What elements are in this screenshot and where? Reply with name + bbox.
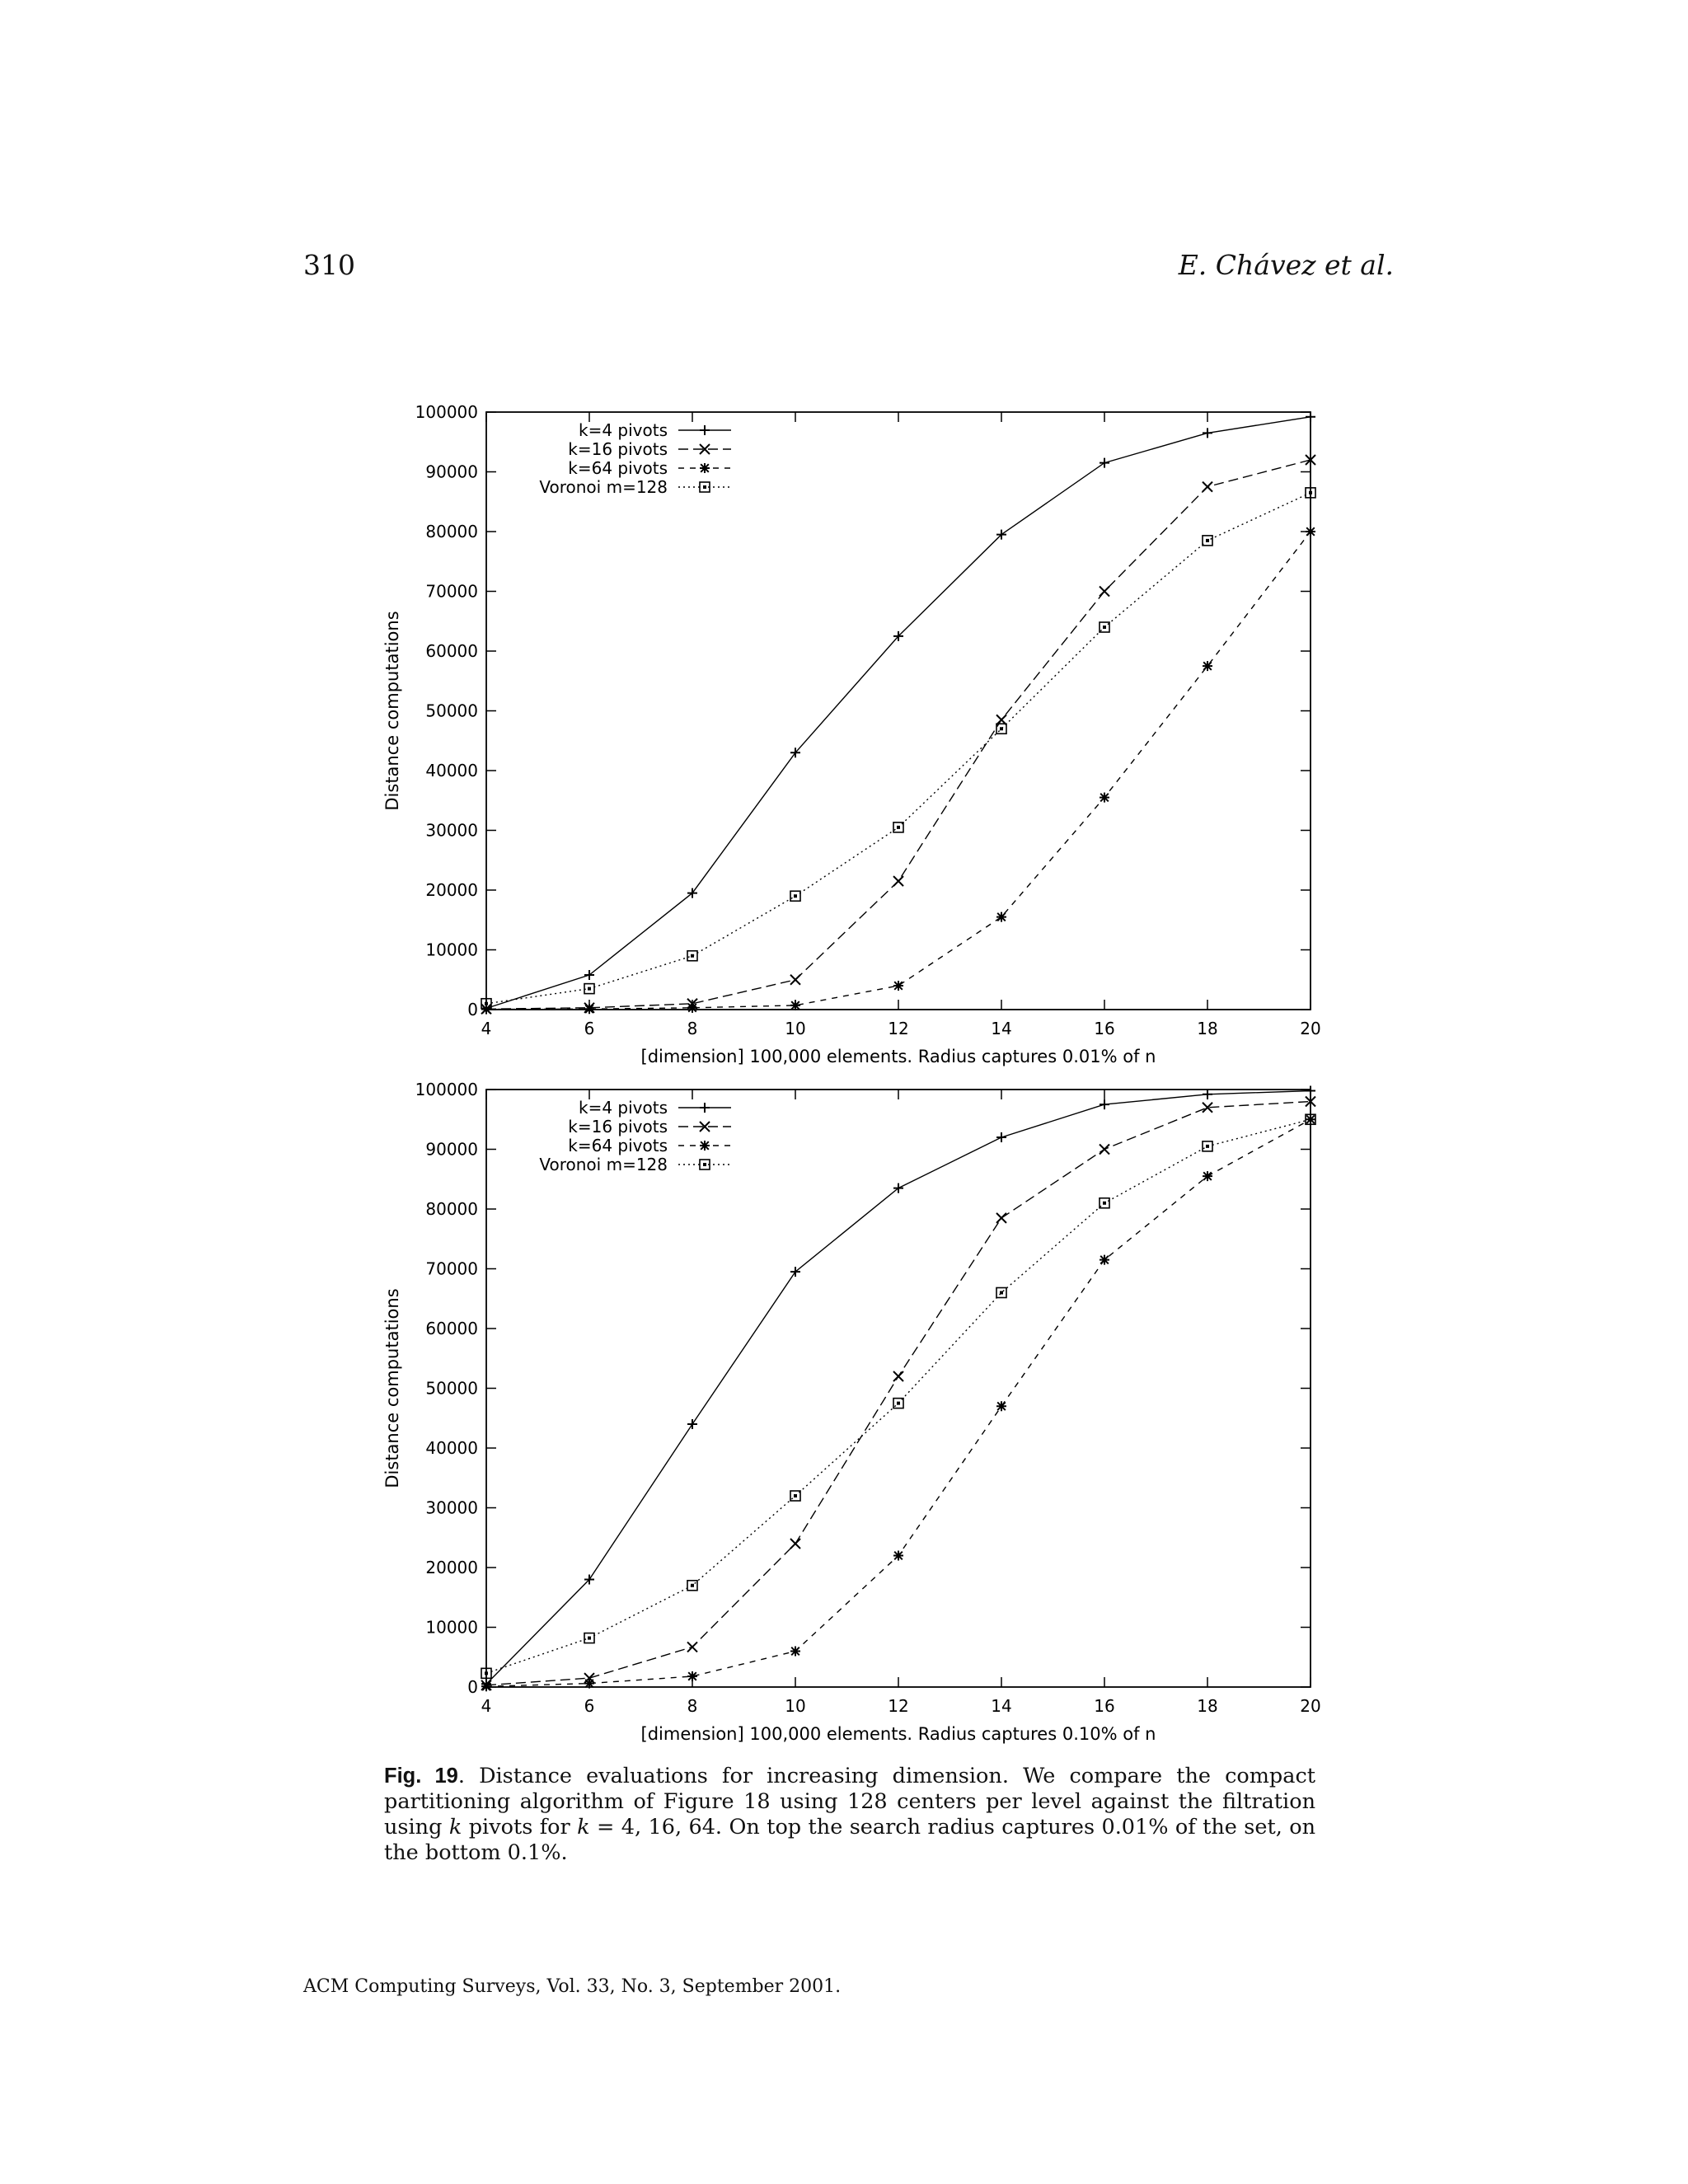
- top-series-voronoi-line: [486, 493, 1311, 1004]
- bottom-series-k64-point-3: [790, 1647, 800, 1657]
- bottom-series-k4-point-6: [1100, 1099, 1109, 1109]
- top-series-k4-line: [486, 417, 1311, 1009]
- top-series-k4-point-7: [1203, 428, 1212, 438]
- top-y-tick-label-8: 80000: [425, 522, 478, 541]
- top-series-k64-point-1: [584, 1004, 594, 1014]
- bottom-series-k4-line: [486, 1091, 1311, 1685]
- bottom-y-tick-label-3: 30000: [425, 1497, 478, 1518]
- top-series-k16-point-3: [790, 975, 800, 985]
- bottom-legend-label-k64: k=64 pivots: [568, 1136, 668, 1155]
- bottom-legend-marker-k4: [700, 1103, 710, 1113]
- top-y-tick-label-6: 60000: [425, 641, 478, 661]
- bottom-y-tick-label-6: 60000: [425, 1319, 478, 1338]
- bottom-legend-label-k16: k=16 pivots: [568, 1117, 668, 1137]
- top-legend-marker-k64: [700, 463, 710, 473]
- bottom-x-tick-label-2: 8: [687, 1696, 698, 1716]
- bottom-series-voronoi-point-6-dot: [1103, 1202, 1106, 1205]
- top-series-voronoi-point-7-dot: [1206, 539, 1209, 542]
- bottom-legend-marker-k64: [700, 1141, 710, 1151]
- top-plot-frame: [486, 412, 1311, 1010]
- top-series-voronoi-point-6-dot: [1103, 626, 1106, 629]
- top-series-k64-point-0: [481, 1005, 491, 1015]
- top-x-tick-label-8: 20: [1300, 1019, 1321, 1038]
- top-legend-label-voronoi: Voronoi m=128: [539, 477, 668, 497]
- bottom-legend-label-k4: k=4 pivots: [578, 1098, 668, 1118]
- top-y-tick-label-7: 70000: [425, 581, 478, 602]
- top-y-tick-label-3: 30000: [425, 820, 478, 841]
- bottom-series-k16-point-4: [893, 1371, 903, 1381]
- bottom-series-k4-point-8: [1306, 1085, 1315, 1095]
- bottom-series-k4-point-2: [687, 1419, 697, 1429]
- top-y-tick-label-1: 10000: [425, 940, 478, 960]
- top-series-k4-point-8: [1306, 412, 1315, 422]
- top-y-tick-label-10: 100000: [415, 402, 478, 422]
- bottom-legend-marker-voronoi-dot: [703, 1163, 706, 1166]
- bottom-series-k16-point-3: [790, 1539, 800, 1549]
- bottom-x-tick-label-7: 18: [1197, 1696, 1218, 1716]
- top-x-tick-label-6: 16: [1094, 1019, 1115, 1038]
- top-series-voronoi-point-3-dot: [794, 894, 797, 898]
- page-number: 310: [303, 249, 355, 281]
- top-legend-label-k16: k=16 pivots: [568, 439, 668, 459]
- bottom-series-voronoi-point-8-dot: [1309, 1118, 1312, 1121]
- caption-label: Fig. 19: [384, 1765, 458, 1788]
- bottom-y-tick-label-0: 0: [467, 1677, 478, 1697]
- top-x-tick-label-5: 14: [991, 1019, 1012, 1038]
- bottom-series-k16-point-6: [1100, 1145, 1109, 1155]
- bottom-y-tick-label-9: 90000: [425, 1139, 478, 1160]
- bottom-y-tick-label-5: 50000: [425, 1378, 478, 1399]
- top-x-tick-label-3: 10: [785, 1019, 806, 1038]
- bottom-series-k64-point-2: [687, 1671, 697, 1681]
- top-x-axis-label: [dimension] 100,000 elements. Radius captures 0.01% of n: [640, 1047, 1156, 1066]
- top-series-k64-point-3: [790, 1001, 800, 1010]
- bottom-series-voronoi-point-5-dot: [1000, 1291, 1003, 1295]
- bottom-series-k64-point-6: [1100, 1255, 1109, 1265]
- top-x-tick-label-1: 6: [584, 1019, 595, 1038]
- bottom-series-voronoi-point-1-dot: [588, 1637, 591, 1640]
- top-series-k4-point-1: [584, 970, 594, 980]
- bottom-series-voronoi-point-7-dot: [1206, 1145, 1209, 1148]
- caption-text-1: . Distance evaluations for increasing dimension. We compare the compact partitioning algorithm of Figure 18 using 128 centers per level against the filtration using: [384, 1764, 1315, 1840]
- top-series-voronoi-point-2-dot: [691, 954, 694, 958]
- top-series-k64-point-5: [996, 912, 1006, 922]
- top-series-voronoi-point-5-dot: [1000, 727, 1003, 730]
- bottom-x-axis-label: [dimension] 100,000 elements. Radius captures 0.10% of n: [640, 1724, 1156, 1744]
- bottom-y-axis-label: Distance computations: [382, 1288, 402, 1488]
- bottom-y-tick-label-1: 10000: [425, 1617, 478, 1638]
- bottom-series-voronoi-point-0-dot: [485, 1671, 488, 1675]
- top-series-voronoi-point-4-dot: [897, 826, 900, 829]
- top-y-tick-label-5: 50000: [425, 701, 478, 721]
- top-series-voronoi-point-0-dot: [485, 1002, 488, 1005]
- bottom-x-tick-label-3: 10: [785, 1696, 806, 1716]
- bottom-series-voronoi-point-4-dot: [897, 1402, 900, 1405]
- bottom-x-tick-label-6: 16: [1094, 1696, 1115, 1716]
- bottom-x-tick-label-8: 20: [1300, 1696, 1321, 1716]
- bottom-series-k64-point-4: [893, 1551, 903, 1561]
- top-series-k16-point-6: [1100, 587, 1109, 597]
- bottom-series-k64-point-1: [584, 1679, 594, 1689]
- top-x-tick-label-2: 8: [687, 1019, 698, 1038]
- top-legend-label-k64: k=64 pivots: [568, 458, 668, 478]
- caption-text-3: = 4, 16, 64. On top the search radius captures 0.01% of the set, on the bottom 0.1%.: [384, 1815, 1316, 1865]
- bottom-plot-frame: [486, 1090, 1311, 1687]
- bottom-y-tick-label-2: 20000: [425, 1558, 478, 1577]
- caption-k-symbol-2: k: [577, 1815, 590, 1840]
- bottom-series-k16-point-5: [996, 1213, 1006, 1223]
- top-y-axis-label: Distance computations: [382, 611, 402, 811]
- top-x-tick-label-0: 4: [481, 1019, 492, 1038]
- top-series-k64-line: [486, 532, 1311, 1010]
- caption-text-2: pivots for: [462, 1815, 578, 1840]
- bottom-series-k4-point-5: [996, 1132, 1006, 1142]
- bottom-series-k64-point-5: [996, 1401, 1006, 1411]
- top-x-tick-label-4: 12: [888, 1019, 909, 1038]
- bottom-y-tick-label-7: 70000: [425, 1258, 478, 1279]
- bottom-y-tick-label-4: 40000: [425, 1438, 478, 1458]
- top-y-tick-label-4: 40000: [425, 761, 478, 780]
- bottom-y-tick-label-10: 100000: [415, 1080, 478, 1099]
- bottom-series-k64-point-0: [481, 1681, 491, 1691]
- chart-top: [375, 391, 1331, 1067]
- top-series-k64-point-2: [687, 1003, 697, 1013]
- top-legend-marker-voronoi-dot: [703, 485, 706, 489]
- figure-caption: [384, 1764, 1315, 1866]
- top-legend-label-k4: k=4 pivots: [578, 420, 668, 440]
- top-series-voronoi-point-1-dot: [588, 987, 591, 991]
- chart-bottom: [375, 1069, 1331, 1745]
- caption-k-symbol: k: [448, 1815, 462, 1840]
- bottom-legend-label-voronoi: Voronoi m=128: [539, 1155, 668, 1174]
- top-series-k16-point-4: [893, 876, 903, 886]
- bottom-series-k4-point-7: [1203, 1090, 1212, 1099]
- top-y-tick-label-9: 90000: [425, 462, 478, 482]
- top-legend-marker-k4: [700, 425, 710, 435]
- top-series-k64-point-4: [893, 981, 903, 991]
- top-series-k64-point-7: [1203, 661, 1212, 671]
- bottom-series-voronoi-point-2-dot: [691, 1584, 694, 1587]
- top-series-k64-point-6: [1100, 793, 1109, 803]
- top-series-k4-point-6: [1100, 458, 1109, 468]
- bottom-series-voronoi-line: [486, 1119, 1311, 1673]
- bottom-x-tick-label-5: 14: [991, 1696, 1012, 1716]
- top-series-k64-point-8: [1306, 527, 1315, 537]
- bottom-series-voronoi-point-3-dot: [794, 1494, 797, 1497]
- top-series-voronoi-point-8-dot: [1309, 491, 1312, 494]
- top-series-k16-point-7: [1203, 482, 1212, 492]
- running-head: E. Chávez et al.: [1178, 249, 1394, 281]
- top-y-tick-label-0: 0: [467, 1000, 478, 1019]
- top-x-tick-label-7: 18: [1197, 1019, 1218, 1038]
- bottom-series-k64-point-7: [1203, 1171, 1212, 1181]
- bottom-x-tick-label-1: 6: [584, 1696, 595, 1716]
- top-series-k16-line: [486, 460, 1311, 1009]
- journal-footer: ACM Computing Surveys, Vol. 33, No. 3, September 2001.: [303, 1976, 842, 1997]
- top-y-tick-label-2: 20000: [425, 880, 478, 900]
- bottom-y-tick-label-8: 80000: [425, 1199, 478, 1219]
- bottom-x-tick-label-4: 12: [888, 1696, 909, 1716]
- bottom-x-tick-label-0: 4: [481, 1696, 492, 1716]
- bottom-series-k16-point-2: [687, 1642, 697, 1652]
